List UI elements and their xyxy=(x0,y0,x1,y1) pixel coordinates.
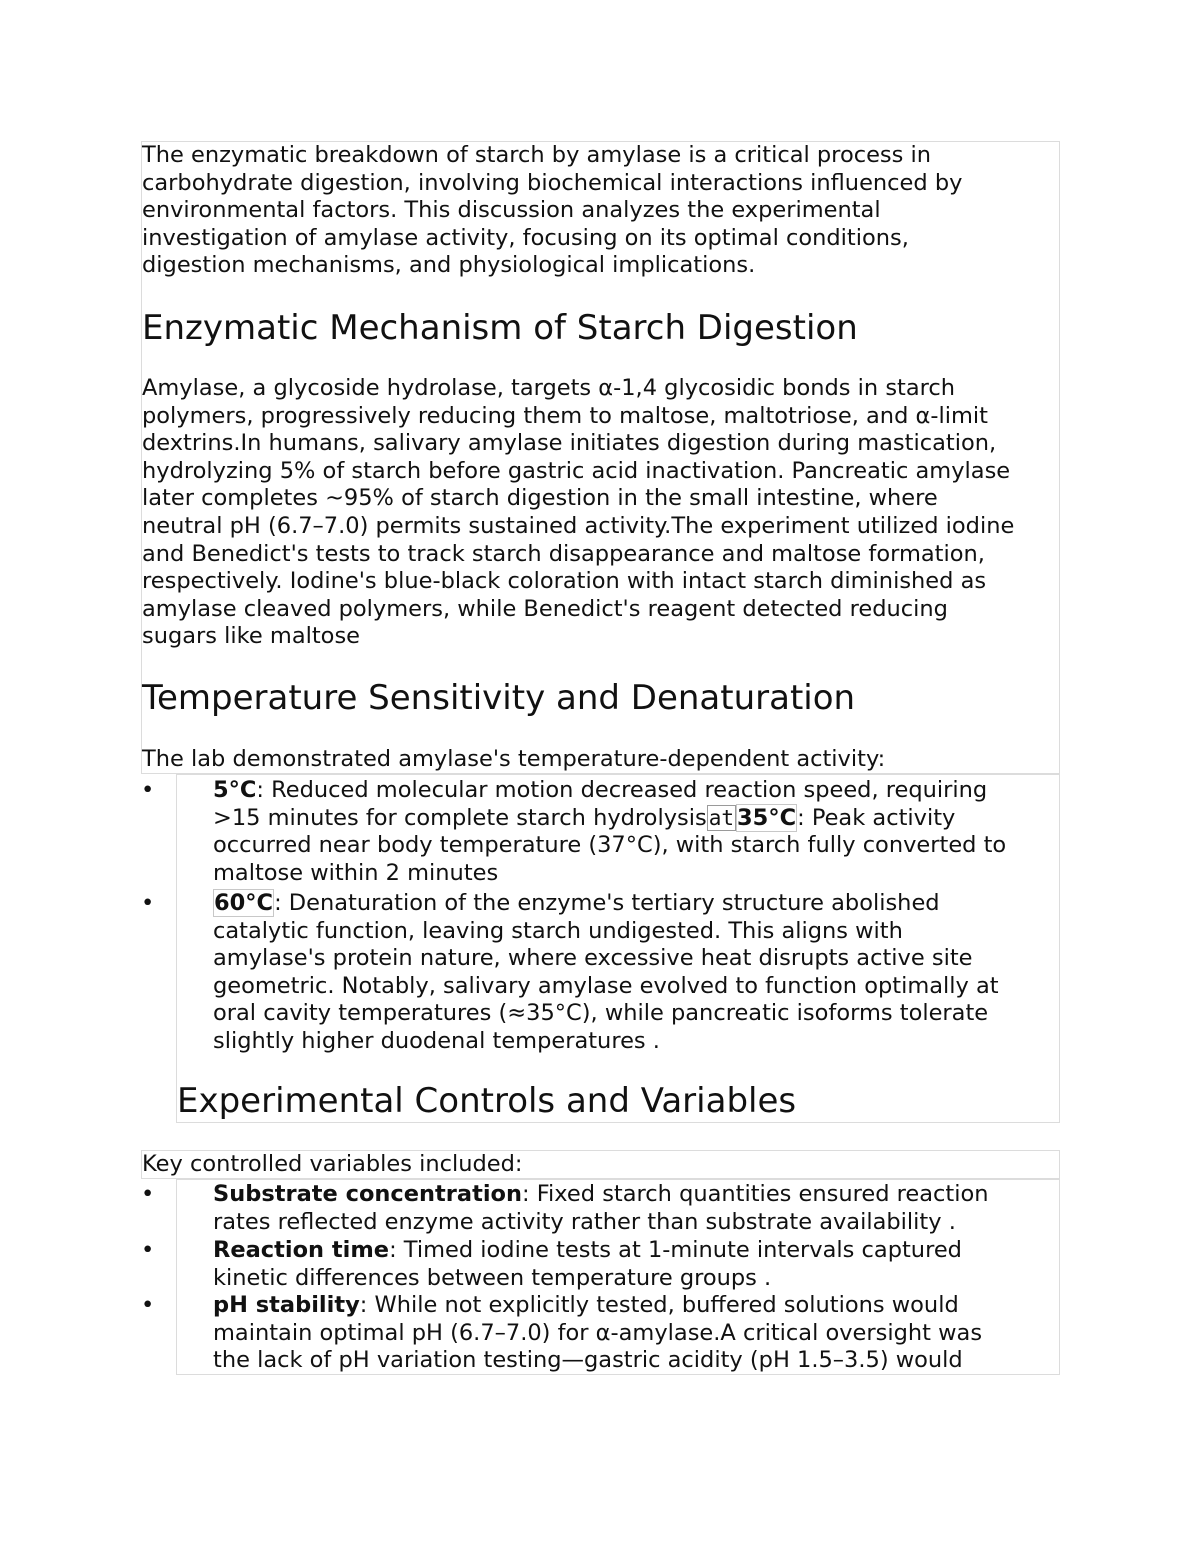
mechanism-line: sugars like maltose xyxy=(142,623,361,650)
mechanism-line: Amylase, a glycoside hydrolase, targets α-1,4 glycosidic bonds in starch xyxy=(142,375,956,401)
mechanism-line: later completes ~95% of starch digestion in the small intestine, where xyxy=(142,485,938,512)
intro-line: digestion mechanisms, and physiological implications. xyxy=(142,252,756,279)
mechanism-line: respectively. Iodine's blue-black coloration with intact starch diminished as xyxy=(142,568,987,595)
text-block-temperature-list xyxy=(141,774,1060,1123)
intro-line: The enzymatic breakdown of starch by amylase is a critical process in xyxy=(142,142,932,168)
term-reaction-time: Reaction time xyxy=(213,1237,390,1263)
text-block-controls-list xyxy=(141,1179,1060,1375)
term-35c: 35°C xyxy=(737,804,797,831)
mechanism-line: neutral pH (6.7–7.0) permits sustained activity.The experiment utilized iodine xyxy=(142,512,1015,539)
inline-code-at: at xyxy=(708,805,735,830)
bullet-glyph: • xyxy=(141,1292,155,1318)
list-item-60c: • 60°C: Denaturation of the enzyme's tertiary structure abolished catalytic function, leaving starch undigested. This aligns with amylase's protein nature, where excessive heat disrupts active site geometric. Notably, salivary amylase evolved to function optimally at oral cavity temperatures (≈35°C), while pancreatic isoforms tolerate slightly higher duodenal temperatures . xyxy=(141,890,999,1054)
intro-line: environmental factors. This discussion analyzes the experimental xyxy=(142,197,881,224)
intro-line: carbohydrate digestion, involving biochemical interactions influenced by xyxy=(142,169,963,196)
temperature-lead: The lab demonstrated amylase's temperature-dependent activity: xyxy=(142,746,886,772)
term-60c: 60°C xyxy=(214,890,274,916)
section-heading-controls: Experimental Controls and Variables xyxy=(177,1081,797,1121)
mechanism-line: and Benedict's tests to track starch disappearance and maltose formation, xyxy=(142,540,985,567)
term-ph-stability: pH stability xyxy=(213,1292,360,1318)
mechanism-line: polymers, progressively reducing them to maltose, maltotriose, and α-limit xyxy=(142,402,988,429)
list-item-reaction-time: • Reaction time: Timed iodine tests at 1-minute intervals captured kinetic differences between temperature groups . xyxy=(141,1237,962,1291)
bullet-glyph: • xyxy=(141,1237,155,1263)
section-heading-temperature: Temperature Sensitivity and Denaturation xyxy=(142,678,856,718)
bullet-glyph: • xyxy=(141,1181,155,1207)
text-block-controls-lead xyxy=(141,1150,1060,1179)
list-item-substrate: • Substrate concentration: Fixed starch quantities ensured reaction rates reflected enzyme activity rather than substrate availability . xyxy=(141,1181,989,1235)
controls-lead: Key controlled variables included: xyxy=(142,1151,523,1177)
list-item-5c: • 5°C: Reduced molecular motion decreased reaction speed, requiring >15 minutes for complete starch hydrolysisat 35°C: Peak activity occurred near body temperature (37°C), with starch fully converted to maltose within 2 minutes xyxy=(141,777,1007,886)
mechanism-line: dextrins.In humans, salivary amylase initiates digestion during mastication, xyxy=(142,430,997,457)
section-heading-mechanism: Enzymatic Mechanism of Starch Digestion xyxy=(142,308,858,348)
list-item-ph-stability: • pH stability: While not explicitly tested, buffered solutions would maintain optimal pH (6.7–7.0) for α-amylase.A critical oversight was the lack of pH variation testing—gastric acidity (pH 1.5–3.5) would xyxy=(141,1292,983,1374)
term-substrate: Substrate concentration xyxy=(213,1181,523,1207)
term-5c: 5°C xyxy=(213,777,257,803)
mechanism-line: amylase cleaved polymers, while Benedict's reagent detected reducing xyxy=(142,595,948,622)
text-block-main xyxy=(141,141,1060,774)
bullet-glyph: • xyxy=(141,777,155,803)
bullet-glyph: • xyxy=(141,890,155,916)
intro-line: investigation of amylase activity, focusing on its optimal conditions, xyxy=(142,224,909,251)
mechanism-line: hydrolyzing 5% of starch before gastric acid inactivation. Pancreatic amylase xyxy=(142,457,1011,484)
